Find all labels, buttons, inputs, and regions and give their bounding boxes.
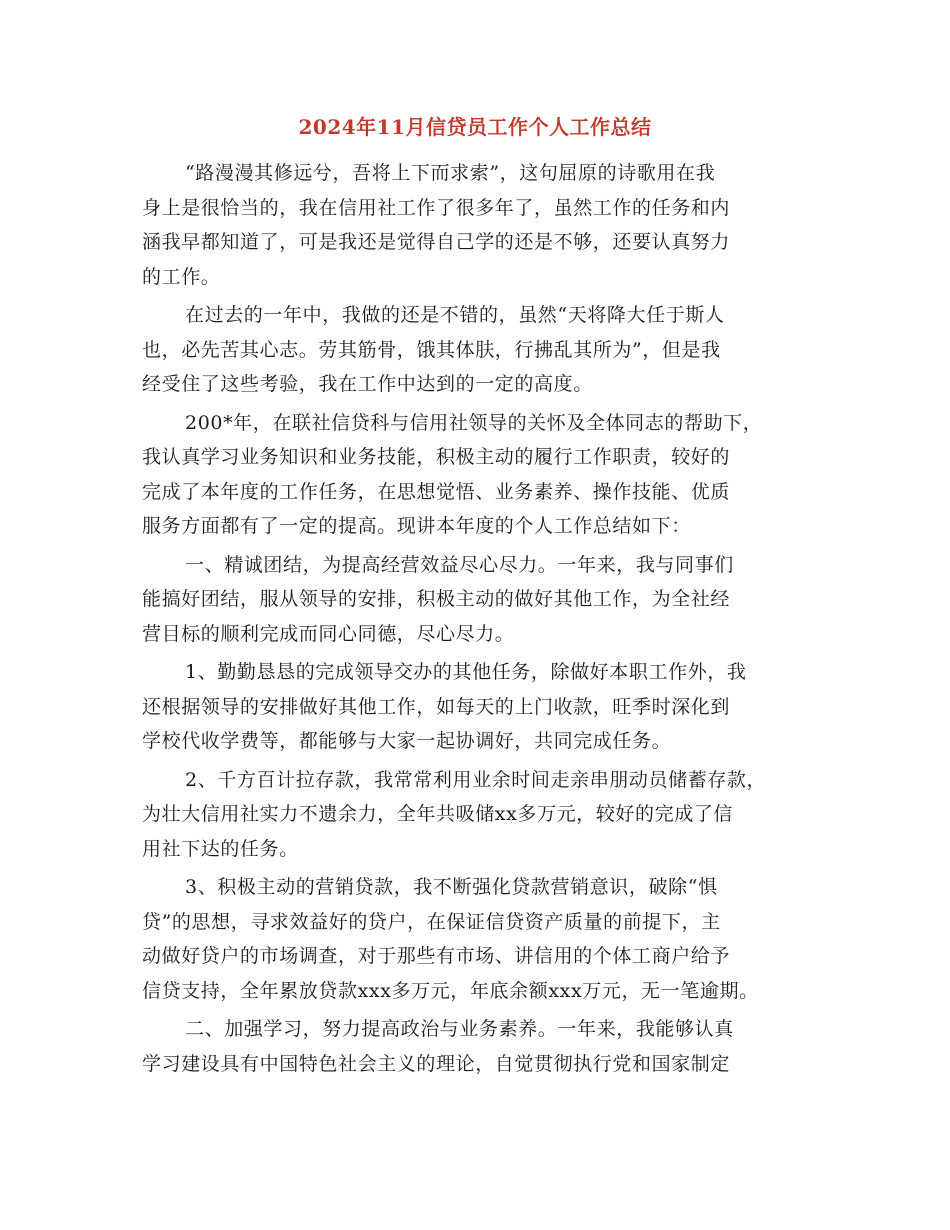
paragraph-line: 贷”的思想，寻求效益好的贷户，在保证信贷资产质量的前提下，主 [142,910,721,933]
paragraph-line: 营目标的顺利完成而同心同德，尽心尽力。 [142,622,515,645]
paragraph-line: 一、精诚团结，为提高经营效益尽心尽力。一年来，我与同事们 [185,553,734,576]
paragraph [142,763,808,867]
paragraph [142,870,808,1008]
paragraph [142,655,808,759]
paragraph-line: 1、勤勤恳恳的完成领导交办的其他任务，除做好本职工作外，我 [185,661,747,683]
paragraph [142,548,808,652]
paragraph-line: 我认真学习业务知识和业务技能，积极主动的履行工作职责，较好的 [142,446,731,468]
paragraph-line: 为壮大信用社实力不遗余力，全年共吸储xx多万元，较好的完成了信 [142,803,734,825]
paragraph-line: “路漫漫其修远兮，吾将上下而求索”，这句屈原的诗歌用在我 [185,162,716,184]
paragraph-line: 经受住了这些考验，我在工作中达到的一定的高度。 [142,373,593,395]
paragraph-line: 的工作。 [142,265,221,288]
paragraph [142,406,808,544]
paragraph-line: 完成了本年度的工作任务，在思想觉悟、业务素养、操作技能、优质 [142,480,731,503]
paragraph-line: 还根据领导的安排做好其他工作，如每天的上门收款，旺季时深化到 [142,695,731,718]
paragraph-line: 用社下达的任务。 [142,837,299,860]
paragraph-line: 在过去的一年中，我做的还是不错的，虽然“天将降大任于斯人 [185,304,725,326]
paragraph [142,1012,808,1081]
document-body [142,156,808,1085]
paragraph-line: 动做好贷户的市场调查，对于那些有市场、讲信用的个体工商户给予 [142,945,731,967]
paragraph-line: 服务方面都有了一定的提高。现讲本年度的个人工作总结如下： [142,515,691,537]
paragraph-line: 信贷支持，全年累放贷款xxx多万元，年底余额xxx万元，无一笔逾期。 [142,979,759,1002]
paragraph [142,156,808,294]
document-title: 2024年11月信贷员工作个人工作总结 [298,115,652,139]
paragraph-line: 200*年，在联社信贷科与信用社领导的关怀及全体同志的帮助下， [185,411,763,434]
paragraph-line: 身上是很恰当的，我在信用社工作了很多年了，虽然工作的任务和内 [142,196,731,219]
paragraph [142,298,808,402]
paragraph-line: 能搞好团结，服从领导的安排，积极主动的做好其他工作，为全社经 [142,588,731,610]
paragraph-line: 也，必先苦其心志。劳其筋骨，饿其体肤，行拂乱其所为”，但是我 [142,338,721,361]
paragraph-line: 学习建设具有中国特色社会主义的理论，自觉贯彻执行党和国家制定 [142,1052,731,1075]
paragraph-line: 涵我早都知道了，可是我还是觉得自己学的还是不够，还要认真努力 [142,231,731,253]
paragraph-line: 2、千方百计拉存款，我常常利用业余时间走亲串朋动员储蓄存款， [185,768,767,791]
paragraph-line: 二、加强学习，努力提高政治与业务素养。一年来，我能够认真 [185,1018,734,1040]
paragraph-line: 学校代收学费等，都能够与大家一起协调好，共同完成任务。 [142,730,672,752]
paragraph-line: 3、积极主动的营销贷款，我不断强化贷款营销意识，破除“惧 [185,876,718,898]
